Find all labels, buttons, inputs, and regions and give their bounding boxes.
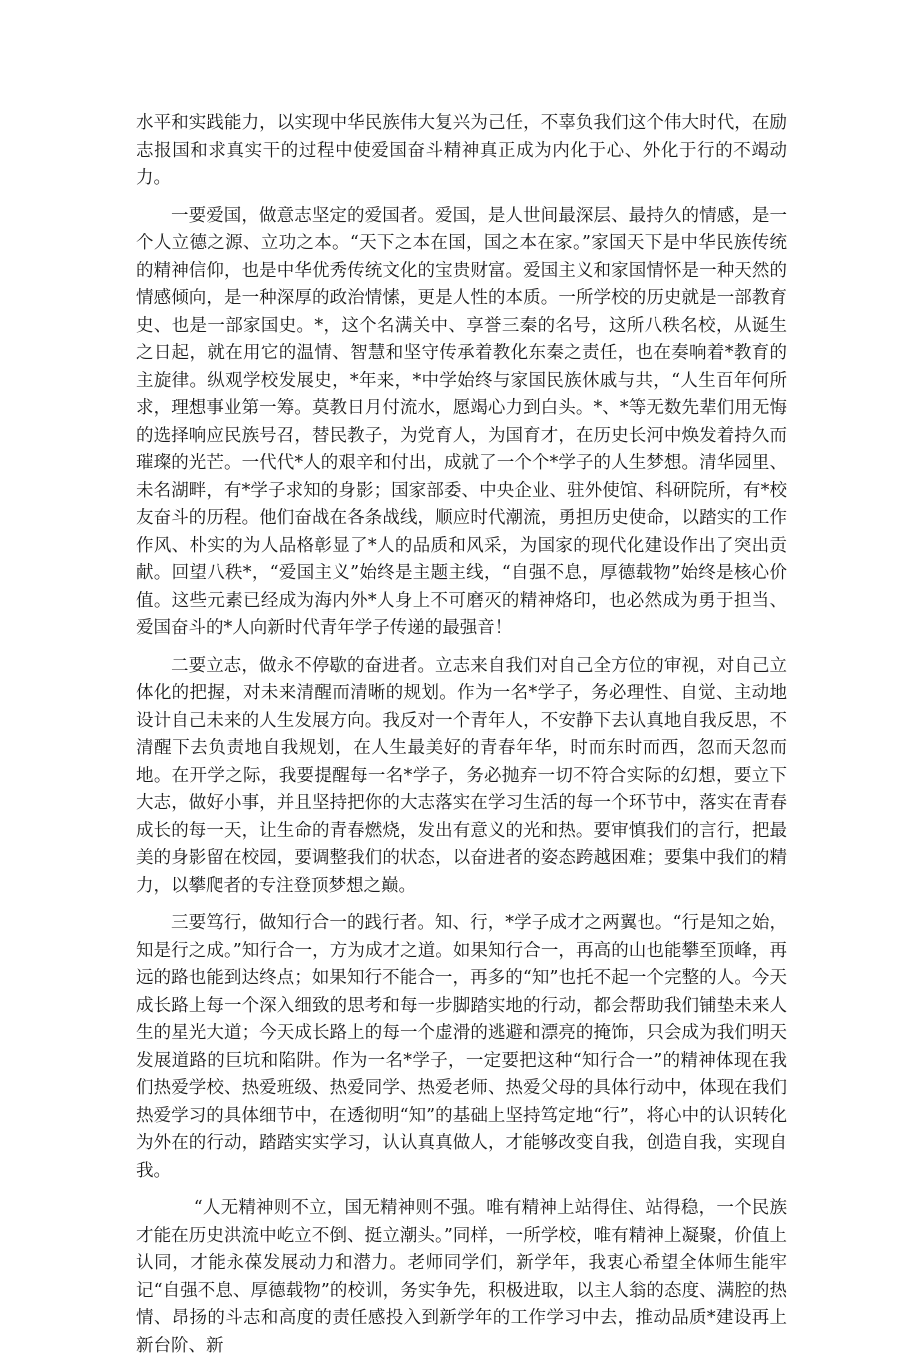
paragraph-practice: 三要笃行，做知行合一的践行者。知、行，*学子成才之两翼也。“行是知之始，知是行之成。”知行合一，方为成才之道。如果知行合一，再高的山也能攀至顶峰，再远的路也能到达终点；如果知行不能合一，再多的“知”也托不起一个完整的人。今天成长路上每一个深入细致的思考和每一步脚踏实地的行动，都会帮助我们铺垫未来人生的星光大道；今天成长路上的每一个虚滑的逃避和漂亮的掩饰，只会成为我们明天发展道路的巨坑和陷阱。作为一名*学子，一定要把这种“知行合一”的精神体现在我们热爱学校、热爱班级、热爱同学、热爱老师、热爱父母的具体行动中，体现在我们热爱学习的具体细节中，在透彻明“知”的基础上坚持笃定地“行”，将心中的认识转化为外在的行动，踏踏实实学习，认认真真做人，才能够改变自我，创造自我，实现自我。 — [136, 913, 787, 1181]
paragraph-continuation: 水平和实践能力，以实现中华民族伟大复兴为己任，不辜负我们这个伟大时代，在励志报国和求真实干的过程中使爱国奋斗精神真正成为内化于心、外化于行的不竭动力。 — [136, 113, 787, 188]
paragraph-ambition: 二要立志，做永不停歇的奋进者。立志来自我们对自己全方位的审视，对自己立体化的把握，对未来清醒而清晰的规划。作为一名*学子，务必理性、自觉、主动地设计自己未来的人生发展方向。我反对一个青年人，不安静下去认真地自我反思，不清醒下去负责地自我规划，在人生最美好的青春年华，时而东时而西，忽而天忽而地。在开学之际，我要提醒每一名*学子，务必抛弃一切不符合实际的幻想，要立下大志，做好小事，并且坚持把你的大志落实在学习生活的每一个环节中，落实在青春成长的每一天，让生命的青春燃烧，发出有意义的光和热。要审慎我们的言行，把最美的身影留在校园，要调整我们的状态，以奋进者的姿态跨越困难；要集中我们的精力，以攀爬者的专注登顶梦想之巅。 — [136, 655, 787, 896]
paragraph-patriotism: 一要爱国，做意志坚定的爱国者。爱国，是人世间最深层、最持久的情感，是一个人立德之源、立功之本。“天下之本在国，国之本在家。”家国天下是中华民族传统的精神信仰，也是中华优秀传统文化的宝贵财富。爱国主义和家国情怀是一种天然的情感倾向，是一种深厚的政治情愫，更是人性的本质。一所学校的历史就是一部教育史、也是一部家国史。*，这个名满关中、享誉三秦的名号，这所八秩名校，从诞生之日起，就在用它的温情、智慧和坚守传承着教化东秦之责任，也在奏响着*教育的主旋律。纵观学校发展史，*年来，*中学始终与家国民族休戚与共，“人生百年何所求，理想事业第一筹。莫教日月付流水，愿竭心力到白头。*、*等无数先辈们用无悔的选择响应民族号召，替民教子，为党育人，为国育才，在历史长河中焕发着持久而璀璨的光芒。一代代*人的艰辛和付出，成就了一个个*学子的人生梦想。清华园里、未名湖畔，有*学子求知的身影；国家部委、中央企业、驻外使馆、科研院所，有*校友奋斗的历程。他们奋战在各条战线，顺应时代潮流，勇担历史使命，以踏实的工作作风、朴实的为人品格彰显了*人的品质和风采，为国家的现代化建设作出了突出贡献。回望八秩*，“爱国主义”始终是主题主线，“自强不息，厚德载物”始终是核心价值。这些元素已经成为海内外*人身上不可磨灭的精神烙印，也必然成为勇于担当、爱国奋斗的*人向新时代青年学子传递的最强音！ — [136, 205, 787, 638]
paragraph-spirit: “人无精神则不立，国无精神则不强。唯有精神上站得住、站得稳，一个民族才能在历史洪流中屹立不倒、挺立潮头。”同样，一所学校，唯有精神上凝聚，价值上认同，才能永葆发展动力和潜力。老师同学们，新学年，我衷心希望全体师生能牢记“自强不息、厚德载物”的校训，务实争先，积极进取，以主人翁的态度、满腔的热情、昂扬的斗志和高度的责任感投入到新学年的工作学习中去，推动品质*建设再上新台阶、新 — [136, 1198, 787, 1356]
document-body — [136, 110, 787, 1370]
